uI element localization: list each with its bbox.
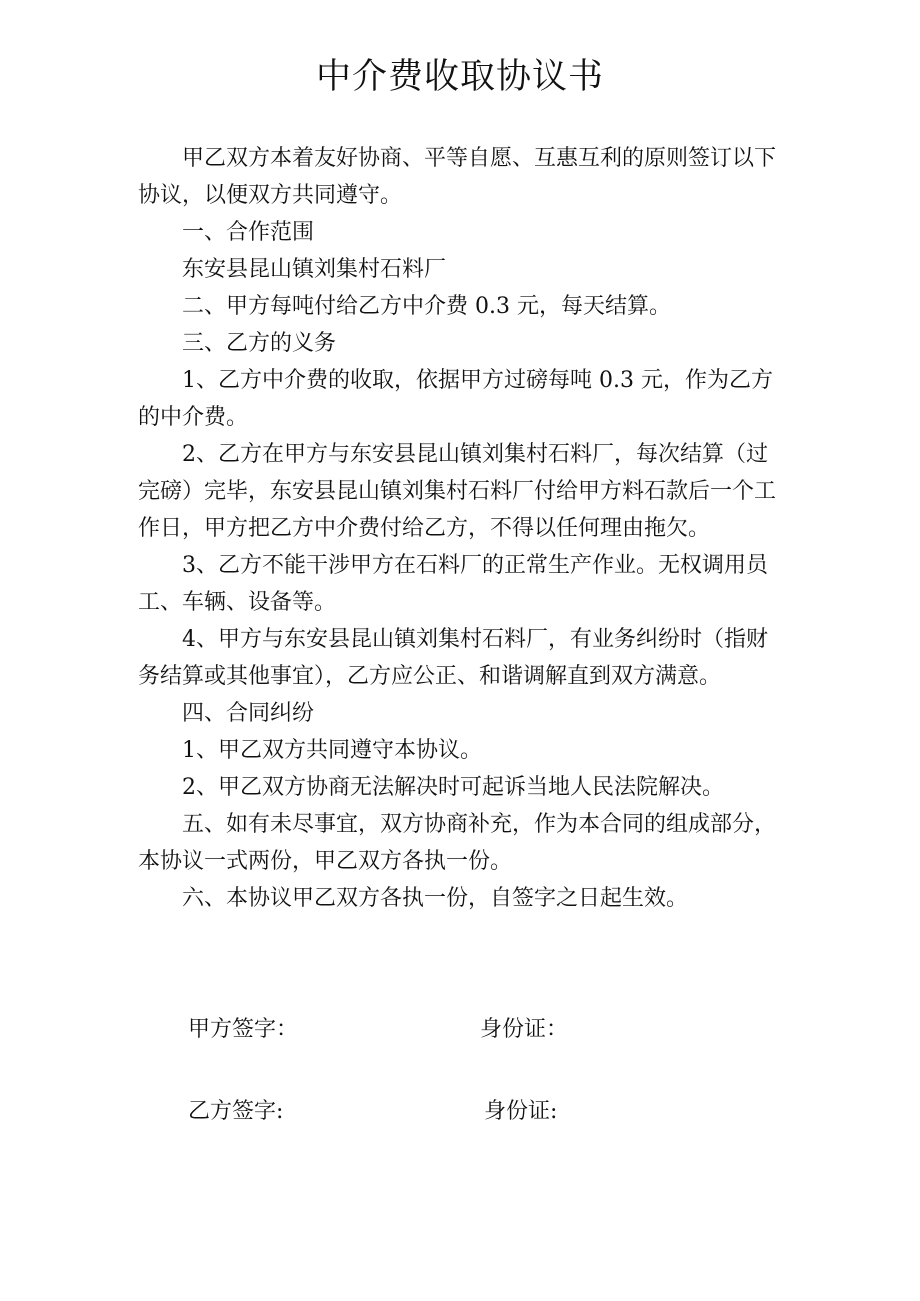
- party-b-signature-row: [188, 1092, 748, 1132]
- agreement-body: [138, 140, 788, 917]
- obligation-item-4: 4、甲方与东安县昆山镇刘集村石料厂，有业务纠纷时（指财务结算或其他事宜），乙方应公正、和谐调解直到双方满意。: [138, 627, 768, 689]
- section-effective-date: 六、本协议甲乙双方各执一份，自签字之日起生效。: [182, 886, 689, 911]
- cooperation-scope-text: 东安县昆山镇刘集村石料厂: [182, 257, 447, 282]
- party-b-signature-label: 乙方签字:: [188, 1099, 284, 1124]
- party-b-id-label: 身份证:: [484, 1099, 558, 1124]
- section-contract-disputes-heading: 四、合同纠纷: [182, 701, 315, 726]
- dispute-item-2: 2、甲乙双方协商无法解决时可起诉当地人民法院解决。: [182, 775, 724, 800]
- dispute-item-1: 1、甲乙双方共同遵守本协议。: [182, 738, 482, 763]
- party-a-signature-label: 甲方签字：: [188, 1017, 299, 1042]
- party-a-id-label: 身份证：: [480, 1017, 569, 1042]
- preamble-paragraph: 甲乙双方本着友好协商、平等自愿、互惠互利的原则签订以下协议，以便双方共同遵守。: [138, 146, 777, 208]
- obligation-item-2: 2、乙方在甲方与东安县昆山镇刘集村石料厂，每次结算（过完磅）完毕，东安县昆山镇刘集村石料厂付给甲方料石款后一个工作日，甲方把乙方中介费付给乙方，不得以任何理由拖欠。: [138, 442, 777, 541]
- section-cooperation-scope-heading: 一、合作范围: [182, 220, 315, 245]
- section-supplementary-terms: 五、如有未尽事宜，双方协商补充，作为本合同的组成部分，本协议一式两份，甲乙双方各执一份。: [138, 812, 777, 874]
- document-title: 中介费收取协议书: [315, 57, 604, 97]
- party-a-signature-row: [188, 1010, 748, 1050]
- section-payment-term: 二、甲方每吨付给乙方中介费 0.3 元，每天结算。: [182, 294, 671, 319]
- obligation-item-3: 3、乙方不能干涉甲方在石料厂的正常生产作业。无权调用员工、车辆、设备等。: [138, 553, 768, 615]
- obligation-item-1: 1、乙方中介费的收取，依据甲方过磅每吨 0.3 元，作为乙方的中介费。: [138, 368, 773, 430]
- section-party-b-obligations-heading: 三、乙方的义务: [182, 331, 337, 356]
